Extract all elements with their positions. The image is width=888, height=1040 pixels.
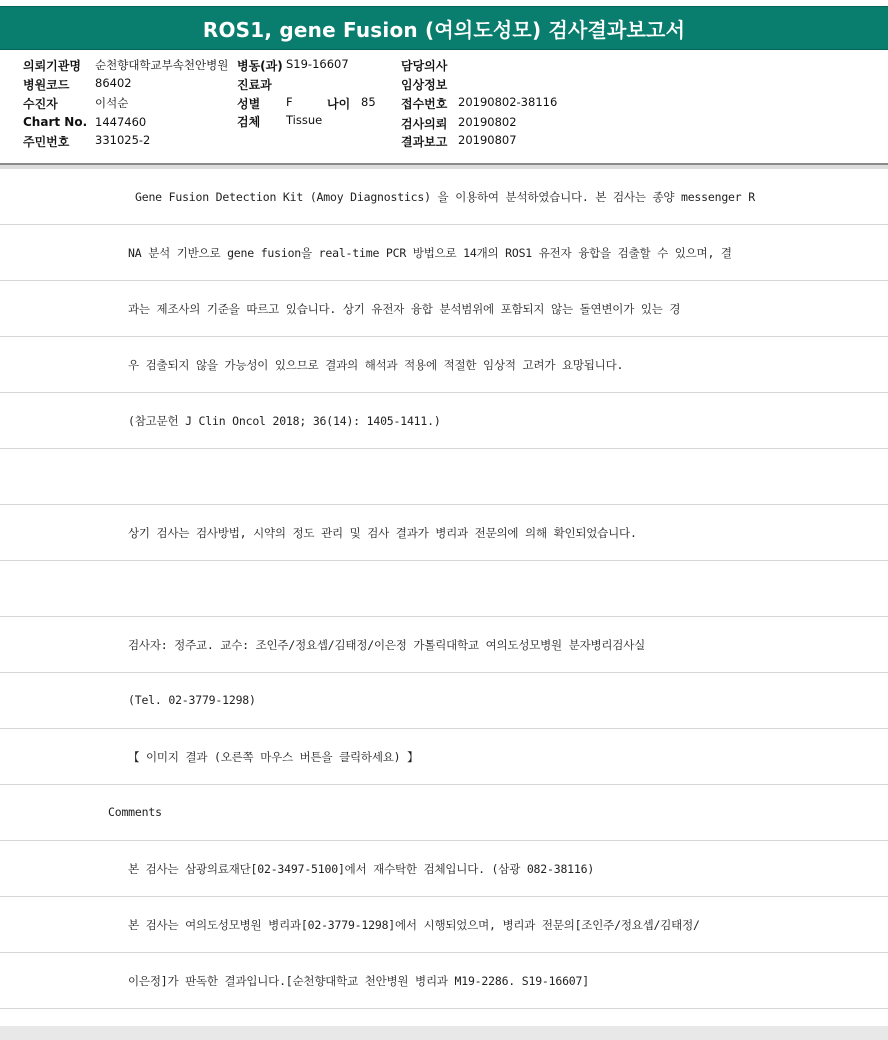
- report-date-value: 20190807: [458, 133, 517, 147]
- comment-line: 본 검사는 삼광의료재단[02-3497-5100]에서 재수탁한 검체입니다. (삼광 082-38116): [128, 862, 595, 876]
- examiner-line: 검사자: 정주교. 교수: 조인주/정요셉/김태정/이은정 가톨릭대학교 여의도성모병원 분자병리검사실: [128, 638, 646, 652]
- receipt-label: 접수번호: [401, 97, 448, 111]
- text-line: NA 분석 기반으로 gene fusion을 real-time PCR 방법으로 14개의 ROS1 유전자 융합을 검출할 수 있으며, 결: [128, 246, 732, 260]
- text-row: [0, 729, 888, 785]
- report-title: ROS1, gene Fusion (여의도성모) 검사결과보고서: [202, 17, 686, 42]
- text-row: [0, 953, 888, 1009]
- image-result-link[interactable]: 【 이미지 결과 (오른쪽 마우스 버튼을 클릭하세요) 】: [128, 750, 419, 764]
- ward-label: 병동(과): [237, 59, 283, 73]
- report-title-bar: [0, 6, 888, 50]
- phone-line: (Tel. 02-3779-1298): [128, 693, 256, 707]
- dept-label: 진료과: [237, 78, 272, 92]
- hospital-value: 순천향대학교부속천안병원: [95, 58, 229, 72]
- bottom-scroll-strip: [0, 1026, 888, 1040]
- text-row: [0, 841, 888, 897]
- text-row: [0, 393, 888, 449]
- request-label: 검사의뢰: [401, 117, 448, 131]
- doctor-label: 담당의사: [401, 59, 448, 73]
- text-row: [0, 617, 888, 673]
- text-row: [0, 673, 888, 729]
- receipt-value: 20190802-38116: [458, 95, 558, 109]
- clinical-label: 임상정보: [401, 78, 448, 92]
- text-line: 우 검출되지 않을 가능성이 있으므로 결과의 해석과 적용에 적절한 임상적 고려가 요망됩니다.: [128, 358, 624, 372]
- text-row: [0, 897, 888, 953]
- specimen-value: Tissue: [286, 113, 323, 127]
- patient-info-panel: [0, 49, 888, 163]
- text-row: [0, 785, 888, 841]
- confirmation-line: 상기 검사는 검사방법, 시약의 정도 관리 및 검사 결과가 병리과 전문의에 의해 확인되었습니다.: [128, 526, 637, 540]
- text-row: [0, 225, 888, 281]
- patient-value: 이석순: [95, 96, 129, 110]
- text-row: [0, 169, 888, 225]
- ward-value: S19-16607: [286, 57, 349, 71]
- result-text-rows: [0, 169, 888, 1009]
- chart-no-label: Chart No.: [23, 115, 88, 129]
- request-value: 20190802: [458, 115, 517, 129]
- sex-value: F: [286, 95, 293, 109]
- resident-id-value: 331025-2: [95, 133, 151, 147]
- code-label: 병원코드: [23, 78, 70, 92]
- chart-no-value: 1447460: [95, 115, 147, 129]
- comment-line: 이은정]가 판독한 결과입니다.[순천향대학교 천안병원 병리과 M19-2286. S19-16607]: [128, 974, 589, 988]
- comments-heading: Comments: [108, 805, 162, 819]
- age-value: 85: [361, 95, 376, 109]
- comment-line: 본 검사는 여의도성모병원 병리과[02-3779-1298]에서 시행되었으며, 병리과 전문의[조인주/정요셉/김태정/: [128, 918, 700, 932]
- reference-line: (참고문헌 J Clin Oncol 2018; 36(14): 1405-1411.): [128, 414, 441, 428]
- empty-row: [0, 561, 888, 617]
- sex-label: 성별: [237, 97, 261, 111]
- hospital-label: 의뢰기관명: [23, 59, 81, 73]
- text-row: [0, 505, 888, 561]
- resident-id-label: 주민번호: [23, 135, 70, 149]
- specimen-label: 검체: [237, 115, 261, 129]
- empty-row: [0, 449, 888, 505]
- age-label: 나이: [327, 97, 351, 111]
- report-date-label: 결과보고: [401, 135, 448, 149]
- code-value: 86402: [95, 76, 132, 90]
- text-line: 과는 제조사의 기준을 따르고 있습니다. 상기 유전자 융합 분석범위에 포함되지 않는 돌연변이가 있는 경: [128, 302, 681, 316]
- patient-label: 수진자: [23, 97, 58, 111]
- text-row: [0, 281, 888, 337]
- text-line: Gene Fusion Detection Kit (Amoy Diagnostics) 을 이용하여 분석하였습니다. 본 검사는 종양 messenger R: [135, 190, 755, 204]
- text-row: [0, 337, 888, 393]
